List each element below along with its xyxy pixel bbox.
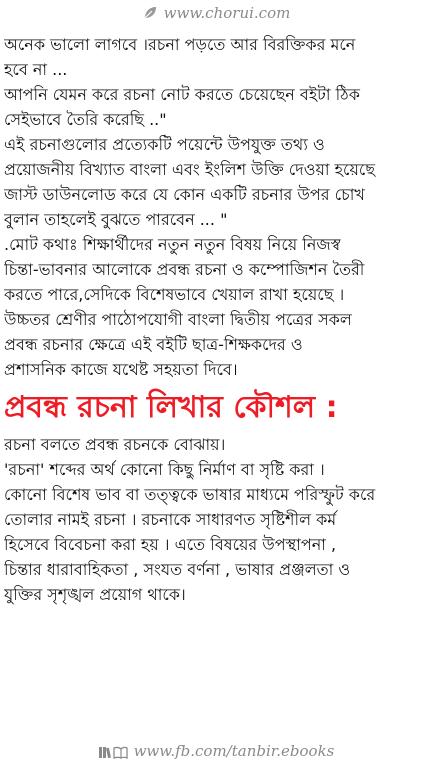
text-line: অনেক ভালো লাগবে ।রচনা পড়তে আর বিরক্তিকর মনে [4, 35, 356, 54]
text-line: উচ্চতর শ্রেণীর পাঠোপযোগী বাংলা দ্বিতীয় পত্রের সকল [4, 310, 352, 329]
text-line: চিন্তা-ভাবনার আলোকে প্রবন্ধ রচনা ও কম্পোজিশন তৈরী [4, 260, 365, 279]
text-line: সেইভাবে তৈরি করেছি .." [4, 110, 167, 129]
text-line: করতে পারে,সেদিকে বিশেষভাবে খেয়াল রাখা হয়েছে । [4, 285, 345, 304]
text-line: .মোট কথাঃ শিক্ষার্থীদের নতুন নতুন বিষয় নিয়ে নিজস্ব [4, 235, 341, 254]
text-line: প্রশাসনিক কাজে যথেষ্ট সহয়তা দিবে। [4, 360, 238, 379]
watermark-bottom-text: www.fb.com/tanbir.ebooks [133, 742, 335, 760]
watermark-bottom [0, 742, 432, 763]
text-line: বুলান তাহলেই বুঝতে পারবেন ... " [4, 210, 228, 229]
book-icon [98, 745, 128, 763]
text-line: প্রবন্ধ রচনার ক্ষেত্রে এই বইটি ছাত্র-শিক্ষকদের ও [4, 335, 303, 354]
text-line: রচনা বলতে প্রবন্ধ রচনকে বোঝায়। [4, 435, 226, 454]
intro-paragraph [4, 32, 428, 382]
text-line: এই রচনাগুলোর প্রত্যেকটি পয়েন্টে উপযুক্ত তথ্য ও [4, 135, 325, 154]
text-line: কোনো বিশেষ ভাব বা তত্ত্বকে ভাষার মাধ্যমে পরিস্ফুট করে [4, 485, 376, 504]
text-line: 'রচনা' শব্দের অর্থ কোনো কিছু নির্মাণ বা সৃষ্টি করা । [4, 460, 325, 479]
watermark-top [0, 4, 432, 25]
text-line: হবে না ... [4, 60, 68, 79]
text-line: আপনি যেমন করে রচনা নোট করতে চেয়েছেন বইটা ঠিক [4, 85, 360, 104]
watermark-top-text: www.chorui.com [163, 4, 291, 22]
body-paragraph [4, 432, 428, 607]
text-line: যুক্তির সৃশৃঙ্খল প্রয়োগ থাকে। [4, 585, 186, 604]
leaf-logo-icon [142, 5, 158, 25]
section-heading: প্রবন্ধ রচনা লিখার কৌশল : [4, 390, 338, 425]
text-line: প্রয়োজনীয় বিখ্যাত বাংলা এবং ইংলিশ উক্তি দেওয়া হয়েছে [4, 160, 376, 179]
text-line: জাস্ট ডাউনলোড করে যে কোন একটি রচনার উপর চোখ [4, 185, 365, 204]
text-line: হিসেবে বিবেচনা করা হয় । এতে বিষয়ের উপস্থাপনা , [4, 535, 337, 554]
text-line: চিন্তার ধারাবাহিকতা , সংযত বর্ণনা , ভাষার প্রঞ্জলতা ও [4, 560, 351, 579]
document-body [4, 32, 428, 607]
text-line: তোলার নামই রচনা । রচনাকে সাধারণত সৃষ্টিশীল কর্ম [4, 510, 337, 529]
